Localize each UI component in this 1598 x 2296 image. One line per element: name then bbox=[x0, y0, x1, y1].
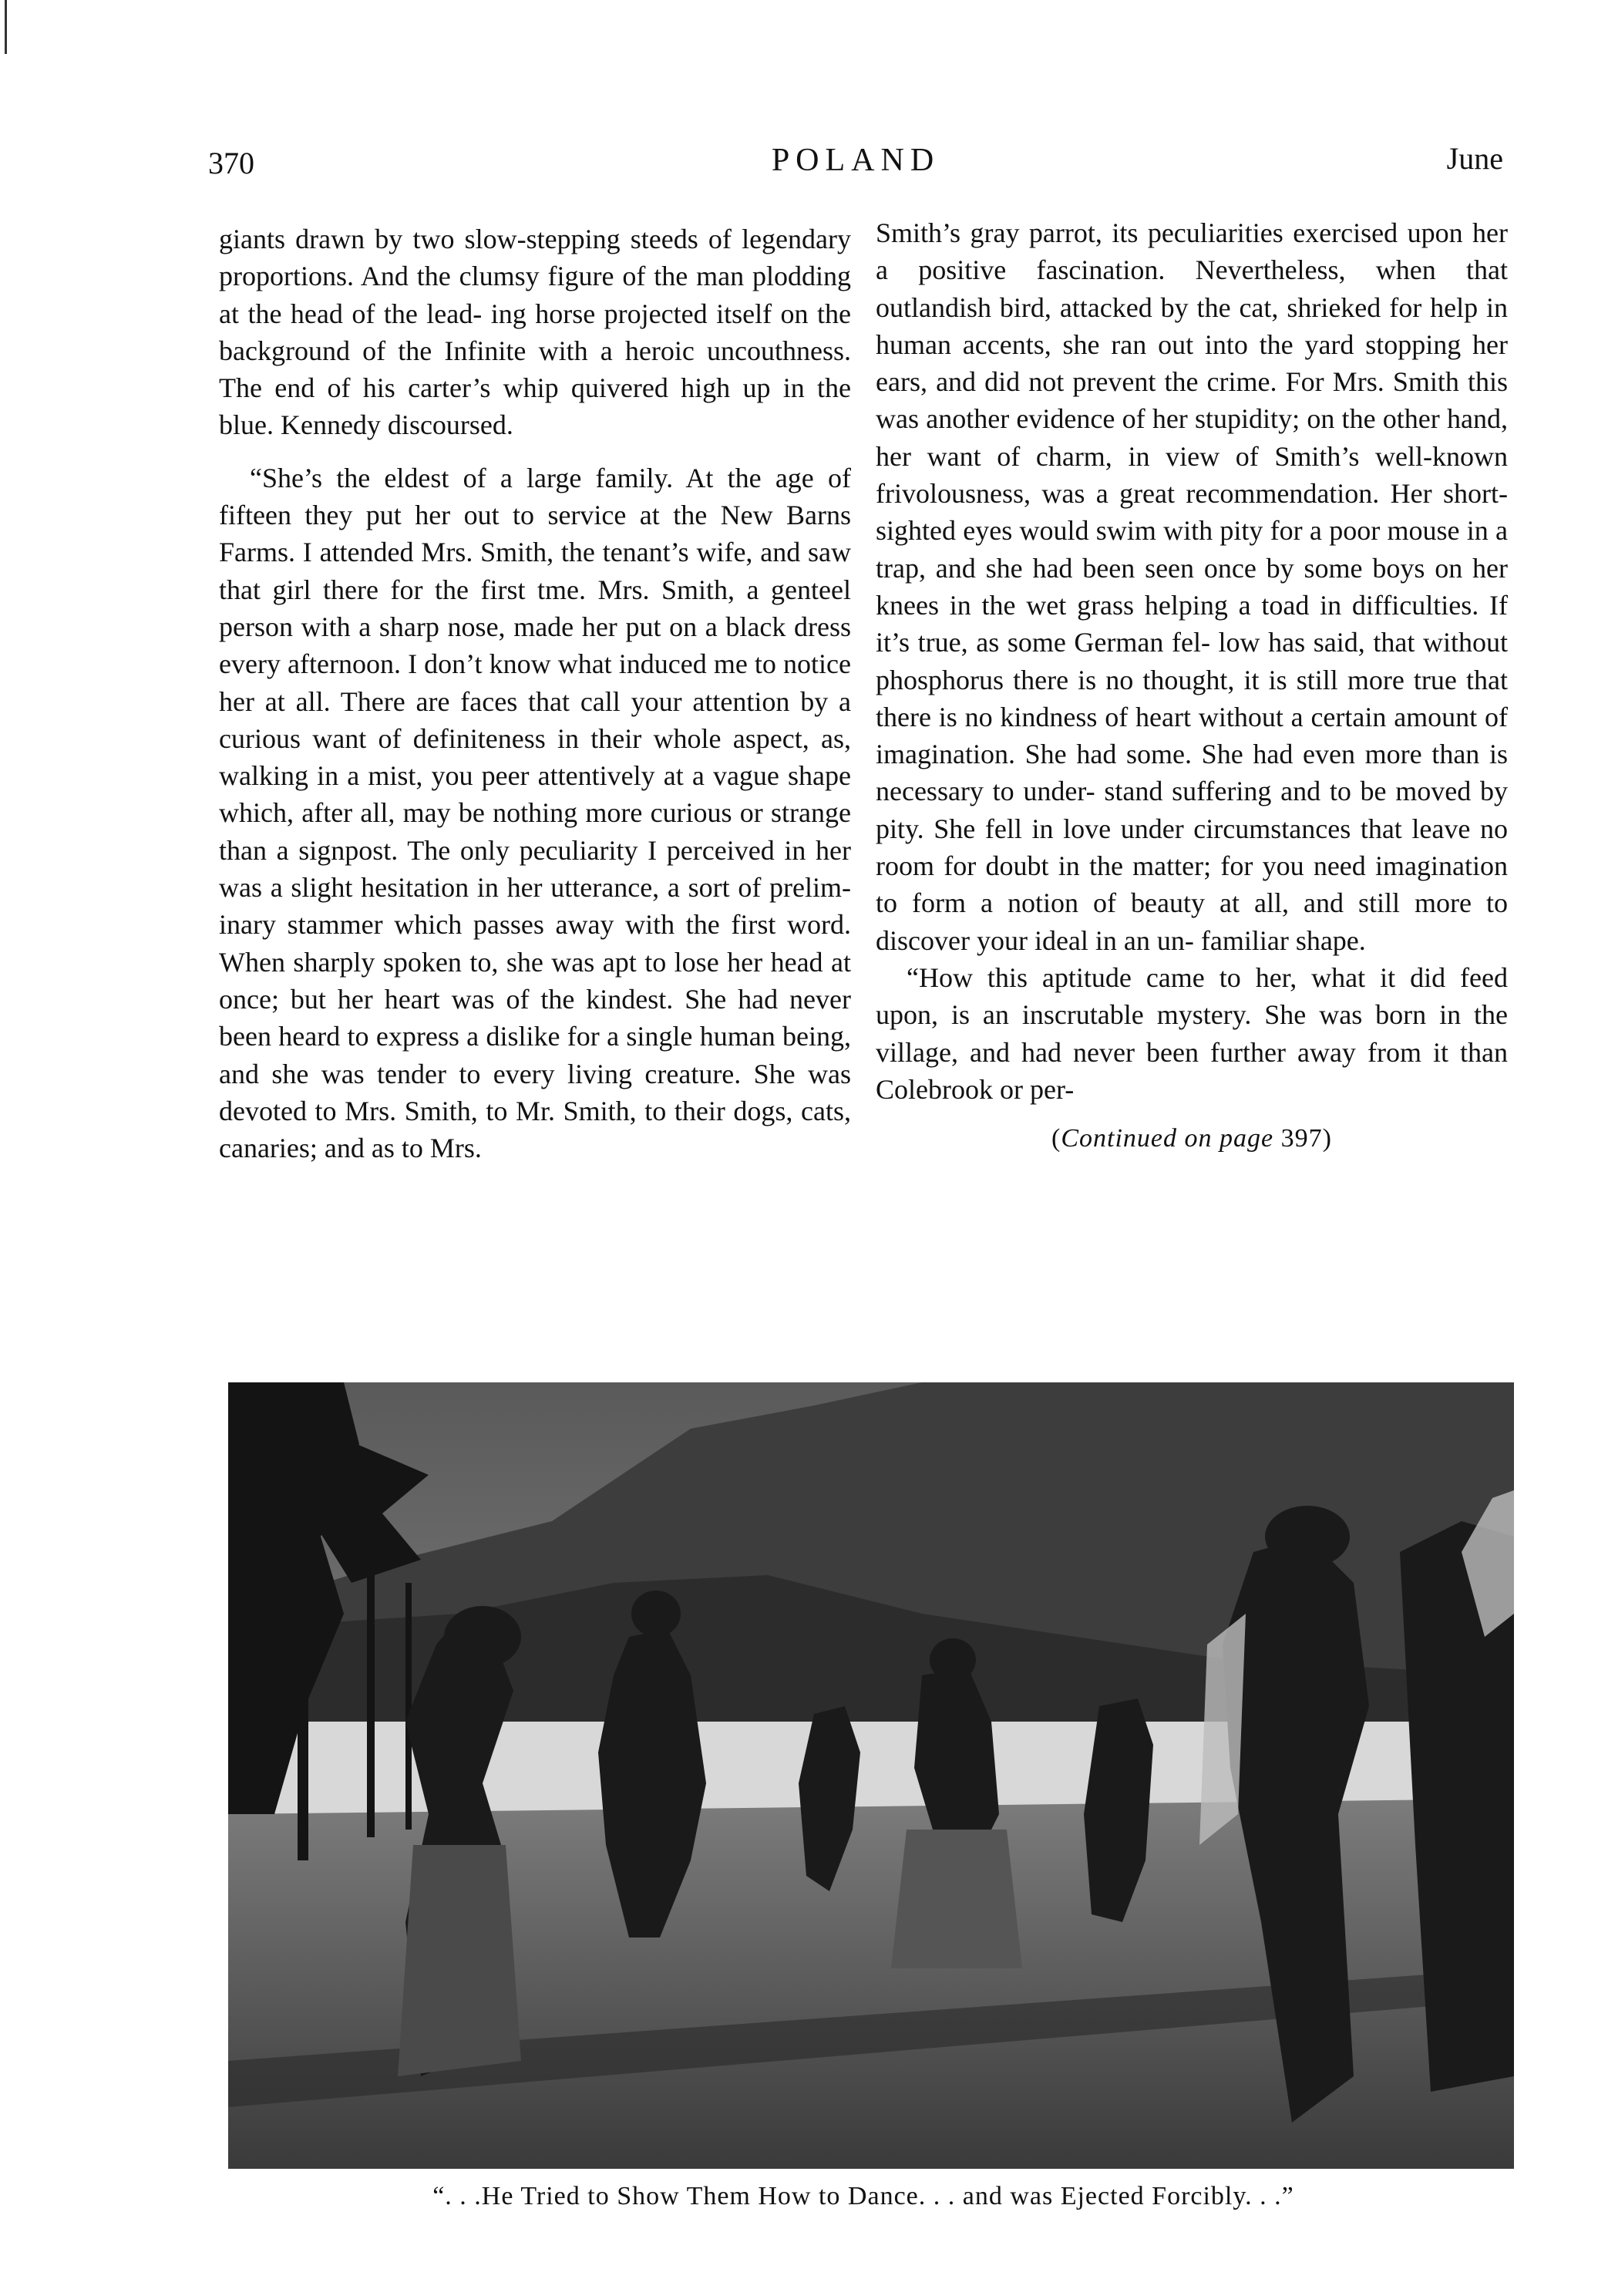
page-number: 370 bbox=[208, 146, 254, 180]
running-title: POLAND bbox=[771, 143, 940, 178]
right-column bbox=[876, 214, 1508, 1157]
dance-photograph bbox=[228, 1382, 1514, 2169]
paragraph: “How this aptitude came to her, what it did feed upon, is an inscrutable mystery. She was born in the village, and had never been further away from it than Colebrook or per- bbox=[876, 961, 1508, 1105]
paragraph: giants drawn by two slow-stepping steeds of legendary proportions. And the clumsy figure of the man plodding at the head of the lead- ing horse projected itself on the background of the Infinite with a heroic uncouthness. The end of his carter’s whip quivered high up in the blue. Kennedy discoursed. bbox=[219, 224, 851, 441]
continued-label: Continued on page bbox=[1061, 1124, 1274, 1153]
page-header bbox=[208, 137, 1503, 183]
continued-page: 397 bbox=[1280, 1124, 1323, 1153]
photo-caption: “. . .He Tried to Show Them How to Dance. . . and was Ejected Forcibly. . .” bbox=[432, 2182, 1294, 2210]
issue-month: June bbox=[1446, 141, 1503, 176]
paragraph: Smith’s gray parrot, its peculiarities exercised upon her a positive fascination. Nevertheless, when that outlandish bird, attacked by the cat, shrieked for help in human accents, she ran out into the yard stopping her ears, and did not prevent the crime. For Mrs. Smith this was another evidence of her stupidity; on the other hand, her want of charm, in view of Smith’s well-known frivolousness, was a great recommendation. Her short-sighted eyes would swim with pity for a poor mouse in a trap, and she had been seen once by some boys on her knees in the wet grass helping a toad in difficulties. If it’s true, as some German fel- low has said, that without phosphorus there is no thought, it is still more true that there is no kindness of heart without a certain amount of imagination. She had some. She had even more than is necessary to under- stand suffering and to be moved by pity. She fell in love under circumstances that leave no room for doubt in the matter; for you need imagination to form a notion of beauty at all, and still more to discover your ideal in an un- familiar shape. bbox=[876, 217, 1508, 956]
continued-note: (Continued on page 397) bbox=[1051, 1124, 1332, 1153]
scan-edge-mark bbox=[5, 0, 7, 54]
photo-illustration bbox=[228, 1382, 1514, 2169]
paragraph: “She’s the eldest of a large family. At the age of fifteen they put her out to service at the New Barns Farms. I attended Mrs. Smith, the tenant’s wife, and saw that girl there for the first tme. Mrs. Smith, a genteel person with a sharp nose, made her put on a black dress every afternoon. I don’t know what induced me to notice her at all. There are faces that call your attention by a curious want of definiteness in their whole aspect, as, walking in a mist, you peer attentively at a vague shape which, after all, may be nothing more curious or strange than a signpost. The only peculiarity I perceived in her was a slight hesitation in her utterance, a sort of prelim- inary stammer which passes away with the first word. When sharply spoken to, she was apt to lose her head at once; but her heart was of the kindest. She had never been heard to express a dislike for a single human being, and she was tender to every living creature. She was devoted to Mrs. Smith, to Mr. Smith, to their dogs, cats, canaries; and as to Mrs. bbox=[219, 462, 851, 1164]
left-column bbox=[219, 221, 851, 1167]
